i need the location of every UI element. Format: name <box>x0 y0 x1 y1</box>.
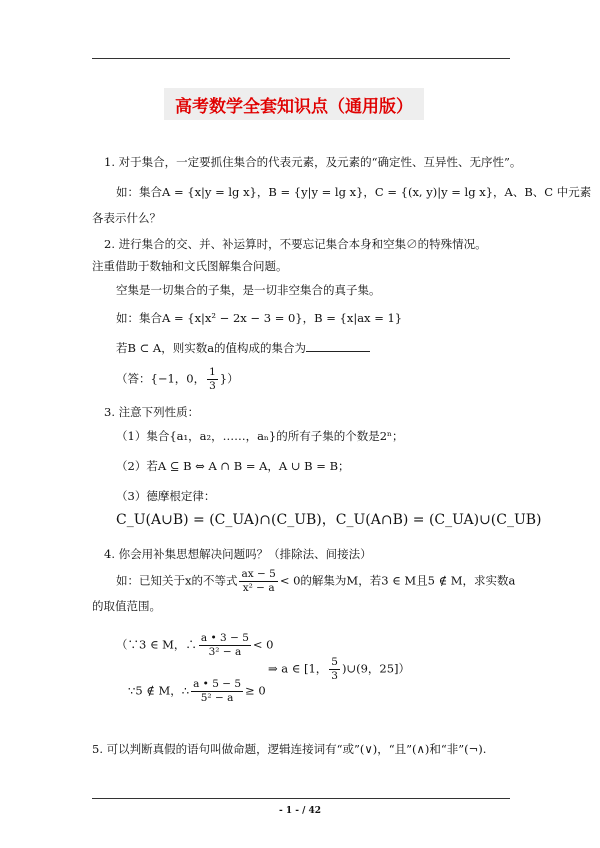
implication-result <box>268 656 410 683</box>
case-2-tail: ≥ 0 <box>245 683 266 698</box>
page-number: - 1 - / 42 <box>278 806 322 816</box>
case-2-fraction <box>191 678 243 705</box>
page-title: 高考数学全套知识点（通用版） <box>175 97 413 117</box>
item-1-text: 1. 对于集合，一定要抓住集合的代表元素，及元素的“确定性、互异性、无序性”。 <box>104 155 522 169</box>
item-4-range: 的取值范围。 <box>92 599 161 613</box>
fraction-numerator: 1 <box>209 366 216 378</box>
item-1-example: 如：集合A = {x|y = lg x}，B = {y|y = lg x}，C = {(x, y)|y = lg x}，A、B、C 中元素 <box>116 185 592 199</box>
property-2: （2）若A ⊆ B ⇔ A ∩ B = A，A ∪ B = B； <box>116 459 350 473</box>
item-2-example: 如：集合A = {x|x² − 2x − 3 = 0}，B = {x|ax = 1} <box>116 311 403 325</box>
property-3: （3）德摩根定律： <box>116 489 216 503</box>
result-lead: ⇒ a ∈ [1， <box>268 661 328 676</box>
item-2-answer <box>116 366 239 393</box>
answer-blank <box>306 341 370 352</box>
case-3-in-m <box>116 632 274 659</box>
case-2-denominator: 5² − a <box>200 692 234 704</box>
case-2-lead: ∵5 ∉ M，∴ <box>128 683 190 698</box>
result-tail: )∪(9，25]） <box>341 661 411 676</box>
case-1-fraction <box>199 632 251 659</box>
case-2-numerator: a • 5 − 5 <box>193 678 242 690</box>
item-5-text: 5. 可以判断真假的语句叫做命题，逻辑连接词有“或”(∨)，“且”(∧)和“非”(¬). <box>92 742 487 756</box>
fraction-denominator: 3 <box>209 380 216 392</box>
case-1-tail: < 0 <box>252 637 274 652</box>
answer-prefix: （答：{−1，0， <box>116 371 206 386</box>
item-2-note: 注重借助于数轴和文氏图解集合问题。 <box>92 259 288 273</box>
de-morgan-formula: C_U(A∪B) = (C_UA)∩(C_UB)，C_U(A∩B) = (C_UA)∪(C_UB) <box>116 512 542 528</box>
case-1-denominator: 3² − a <box>208 646 242 658</box>
condition-text: 若B ⊂ A，则实数a的值构成的集合为 <box>116 341 307 355</box>
result-denominator: 3 <box>331 670 338 682</box>
result-fraction <box>329 656 340 683</box>
item-1-question: 各表示什么？ <box>92 211 161 225</box>
answer-fraction <box>207 366 218 393</box>
example-lead: 如：已知关于x的不等式 <box>116 573 238 588</box>
example-tail: < 0的解集为M，若3 ∈ M且5 ∉ M，求实数a <box>279 573 516 588</box>
property-1: （1）集合{a₁，a₂，……，aₙ}的所有子集的个数是2ⁿ； <box>116 429 404 443</box>
case-1-lead: （∵3 ∈ M，∴ <box>116 637 197 652</box>
result-numerator: 5 <box>331 656 338 668</box>
item-2-text: 2. 进行集合的交、并、补运算时，不要忘记集合本身和空集∅的特殊情况。 <box>104 237 487 251</box>
answer-suffix: }） <box>219 371 239 386</box>
item-3-text: 3. 注意下列性质： <box>104 405 200 419</box>
case-1-numerator: a • 3 − 5 <box>200 632 249 644</box>
header-rule <box>92 58 510 59</box>
inequality-denominator: x² − a <box>242 582 275 594</box>
item-4-example <box>116 568 515 595</box>
inequality-numerator: ax − 5 <box>241 568 276 580</box>
item-4-text: 4. 你会用补集思想解决问题吗？（排除法、间接法） <box>104 547 372 561</box>
empty-set-note: 空集是一切集合的子集，是一切非空集合的真子集。 <box>116 283 381 297</box>
footer-rule <box>92 798 510 799</box>
case-5-not-in-m <box>128 678 266 705</box>
inequality-fraction <box>239 568 277 595</box>
item-2-condition <box>116 340 370 356</box>
